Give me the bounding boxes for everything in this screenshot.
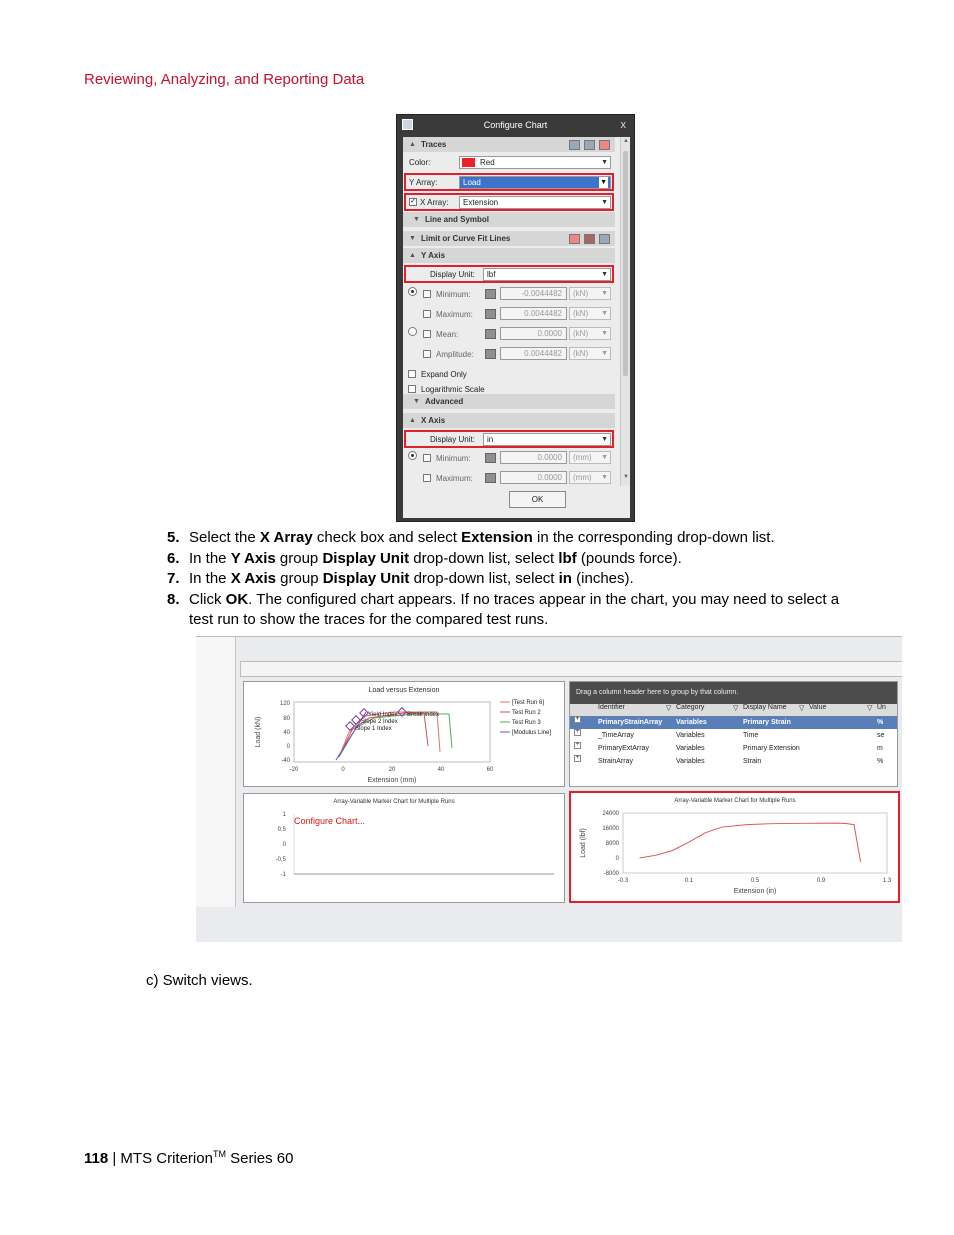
footer-product: | MTS Criterion [108, 1150, 213, 1167]
calculator-icon[interactable] [485, 289, 496, 299]
table-row[interactable] [570, 716, 897, 729]
step-text: in the corresponding drop-down list. [532, 529, 775, 546]
edit-trace-icon[interactable] [584, 140, 595, 150]
color-select[interactable] [459, 156, 611, 169]
y-axis-section-header[interactable] [403, 248, 615, 263]
chevron-down-icon: ▼ [601, 159, 608, 166]
marker-chart-right-panel [569, 791, 900, 903]
step-number: 6. [167, 549, 180, 567]
annotation-slope2: Slope 2 Index [361, 719, 398, 725]
x-display-unit-value: in [487, 435, 494, 444]
chart3-title: Array-Variable Marker Chart for Multiple Runs [674, 798, 796, 804]
table-row[interactable] [570, 729, 897, 742]
limit-curve-section[interactable] [403, 231, 615, 246]
chart3-ytick: 0 [615, 856, 619, 862]
y-display-unit-value: lbf [487, 270, 496, 279]
caption-switch-views: c) Switch views. [146, 972, 253, 989]
chart1-xtick: 40 [437, 767, 445, 773]
table-cell: % [877, 719, 884, 726]
marker-chart-left [244, 794, 566, 904]
scroll-down-icon[interactable]: ▼ [623, 474, 629, 480]
chart3-ytick: 24000 [602, 811, 619, 817]
y-amplitude-label: Amplitude: [436, 350, 474, 359]
table-cell: Strain [743, 758, 762, 765]
expand-icon[interactable]: + [575, 742, 580, 748]
legend-test-run-3: Test Run 3 [512, 720, 541, 726]
chart3-xtick: 0.9 [816, 878, 826, 884]
column-category[interactable]: Category [676, 704, 705, 711]
table-cell: Variables [676, 719, 707, 726]
configure-chart-link[interactable]: Configure Chart... [294, 816, 366, 826]
expand-icon[interactable]: + [575, 729, 580, 735]
table-cell: PrimaryStrainArray [598, 719, 663, 726]
chart1-ytick: 80 [283, 716, 290, 722]
step-text: In the [189, 549, 231, 567]
step-text: group [276, 570, 323, 587]
chart3-xtick: -0.3 [617, 878, 629, 884]
chevron-down-icon: ▼ [601, 199, 608, 206]
close-icon[interactable]: x [620, 119, 626, 131]
color-swatch [462, 158, 475, 167]
configure-chart-dialog [396, 114, 635, 522]
step-6 [167, 549, 867, 570]
table-cell: Time [743, 732, 759, 739]
table-cell: _TimeArray [598, 732, 634, 739]
step-text: (pounds force). [576, 549, 682, 567]
table-cell: Primary Extension [743, 745, 800, 752]
y-maximum-input[interactable]: 0.0044482 [500, 307, 567, 320]
step-emphasis: in [558, 570, 572, 587]
chart3-ytick: -8000 [603, 871, 619, 877]
chart3-ytick: 8000 [605, 841, 619, 847]
step-text: group [275, 549, 323, 567]
chevron-down-icon: ▼ [601, 271, 608, 278]
chart2-ytick: 1 [282, 812, 286, 818]
y-minimum-unit[interactable] [569, 287, 611, 300]
x-axis-section-header[interactable] [403, 413, 615, 428]
chart3-xtick: 0.5 [750, 878, 760, 884]
x-array-label: X Array: [420, 198, 449, 207]
table-cell: Variables [676, 745, 705, 752]
y-mean-input[interactable]: 0.0000 [500, 327, 567, 340]
chart1-xtick: 60 [486, 767, 494, 773]
chevron-up-icon: ▲ [409, 252, 416, 259]
calculator-icon[interactable] [485, 329, 496, 339]
unit-text: (kN) [573, 289, 589, 298]
column-units[interactable]: Un [877, 704, 886, 711]
step-emphasis: OK [225, 590, 249, 608]
y-display-unit-label: Display Unit: [430, 270, 475, 279]
y-display-unit-select[interactable] [483, 268, 611, 281]
table-cell: m [877, 745, 883, 752]
chart2-title: Array-Variable Marker Chart for Multiple Runs [333, 799, 455, 805]
line-symbol-label: Line and Symbol [425, 215, 490, 224]
step-text: drop-down list, select [409, 570, 559, 587]
marker-chart-left-panel [243, 793, 565, 903]
step-emphasis: Extension [461, 529, 533, 546]
x-array-checkbox[interactable]: ✓ [410, 198, 416, 205]
step-text: In the [189, 570, 231, 587]
unit-text: (mm) [573, 473, 592, 482]
step-emphasis: Y Axis [230, 549, 276, 567]
footer-series: Series 60 [225, 1150, 294, 1167]
grid-column-headers [570, 704, 897, 716]
step-number: 5. [167, 529, 180, 546]
legend-modulus-line: [Modulus Line] [512, 730, 552, 736]
step-text: check box and select [312, 529, 462, 546]
scroll-up-icon[interactable]: ▲ [623, 138, 629, 144]
chevron-down-icon: ▼ [601, 310, 608, 317]
traces-label: Traces [421, 140, 447, 149]
chevron-down-icon: ▼ [601, 436, 608, 443]
expand-only-checkbox[interactable] [408, 370, 416, 378]
step-emphasis: Display Unit [322, 549, 410, 567]
table-cell: PrimaryExtArray [598, 745, 649, 752]
y-maximum-unit[interactable] [569, 307, 611, 320]
y-amplitude-checkbox[interactable] [423, 350, 431, 358]
color-value: Red [480, 158, 495, 167]
y-mean-label: Mean: [436, 330, 459, 339]
instruction-steps [167, 528, 867, 631]
column-identifier[interactable]: Identifier [598, 704, 625, 711]
color-label: Color: [409, 158, 431, 167]
chart1-xtick: 0 [341, 767, 345, 773]
x-minmax-radio[interactable] [408, 451, 417, 460]
edit-limit-icon[interactable] [584, 234, 595, 244]
page-number: 118 [84, 1150, 109, 1167]
chart1-title: Load versus Extension [368, 687, 440, 694]
y-axis-label: Y Axis [421, 251, 446, 260]
step-number: 8. [167, 590, 180, 608]
chevron-down-icon: ▼ [413, 398, 420, 405]
x-maximum-input[interactable]: 0.0000 [500, 471, 567, 484]
chart3-xlabel: Extension (in) [733, 888, 777, 895]
annotation-yield: Yield Index [368, 712, 398, 718]
y-minimum-label: Minimum: [436, 290, 471, 299]
left-panel [196, 637, 236, 907]
unit-text: (kN) [573, 349, 589, 358]
chart2-ytick: 0 [282, 842, 286, 848]
log-scale-label: Logarithmic Scale [421, 385, 485, 394]
add-trace-icon[interactable] [569, 140, 580, 150]
y-mean-unit[interactable] [569, 327, 611, 340]
x-array-select[interactable] [459, 196, 611, 209]
ok-button[interactable]: OK [509, 491, 566, 508]
top-scrollbar[interactable] [240, 661, 902, 677]
unit-text: (kN) [573, 309, 589, 318]
chevron-down-icon: ▼ [600, 179, 607, 186]
chevron-down-icon: ▼ [601, 454, 608, 461]
step-emphasis: Display Unit [322, 570, 410, 587]
filter-icon[interactable]: ▽ [733, 705, 739, 712]
chart1-xlabel: Extension (mm) [367, 777, 417, 784]
calculator-icon[interactable] [485, 309, 496, 319]
add-limit-icon[interactable] [569, 234, 580, 244]
configured-load-extension-chart [571, 793, 898, 901]
legend-test-run-2: Test Run 2 [512, 710, 541, 716]
chart1-ytick: 0 [286, 744, 290, 750]
dialog-title: Configure Chart [483, 120, 548, 130]
y-minmax-radio[interactable] [408, 287, 417, 296]
calculator-icon[interactable] [485, 453, 496, 463]
unit-text: (kN) [573, 329, 589, 338]
chevron-down-icon: ▼ [601, 290, 608, 297]
step-text: drop-down list, select [409, 549, 559, 567]
x-maximum-label: Maximum: [436, 474, 473, 483]
y-meanamp-radio[interactable] [408, 327, 417, 336]
x-minimum-label: Minimum: [436, 454, 471, 463]
x-minimum-unit[interactable] [569, 451, 611, 464]
chevron-down-icon: ▼ [601, 330, 608, 337]
chart1-xtick: -20 [289, 767, 299, 773]
chevron-down-icon: ▼ [601, 474, 608, 481]
x-maximum-unit[interactable] [569, 471, 611, 484]
y-mean-checkbox[interactable] [423, 330, 431, 338]
x-array-value: Extension [463, 198, 499, 207]
chart3-ylabel: Load (lbf) [580, 828, 587, 858]
log-scale-checkbox[interactable] [408, 385, 416, 393]
step-number: 7. [167, 570, 180, 587]
y-minimum-input[interactable]: -0.0044482 [500, 287, 567, 300]
y-minimum-checkbox[interactable] [423, 290, 431, 298]
table-cell: Variables [676, 732, 705, 739]
advanced-label: Advanced [425, 397, 464, 406]
chart3-xtick: 0.1 [684, 878, 694, 884]
step-text: Click [189, 590, 226, 608]
table-cell: Primary Strain [743, 719, 791, 726]
scroll-thumb[interactable] [623, 151, 628, 376]
delete-limit-icon[interactable] [599, 234, 610, 244]
chevron-down-icon: ▼ [413, 216, 420, 223]
annotation-break: Break Index [407, 712, 440, 718]
step-text: . The configured chart appears. If no traces appear in the chart, you may need to select a test run to show the traces for the compared test runs. [189, 590, 840, 628]
page-footer [84, 1149, 294, 1167]
dialog-titlebar [397, 115, 634, 135]
chart2-ytick: -1 [280, 872, 286, 878]
calculator-icon[interactable] [485, 349, 496, 359]
trademark: TM [212, 1149, 226, 1159]
x-minimum-checkbox[interactable] [423, 454, 431, 462]
step-7 [167, 569, 867, 590]
table-cell: StrainArray [598, 758, 634, 765]
y-amplitude-unit[interactable] [569, 347, 611, 360]
y-maximum-checkbox[interactable] [423, 310, 431, 318]
step-emphasis: lbf [558, 549, 577, 567]
step-text: (inches). [571, 570, 634, 587]
delete-trace-icon[interactable] [599, 140, 610, 150]
x-axis-label: X Axis [421, 416, 446, 425]
table-cell: Variables [676, 758, 705, 765]
step-8 [167, 590, 867, 631]
chart1-ytick: 40 [283, 730, 290, 736]
expand-icon[interactable]: + [575, 716, 580, 722]
chart1-xtick: 20 [388, 767, 396, 773]
table-row[interactable] [570, 742, 897, 755]
legend-test-run-6: [Test Run 6] [512, 700, 545, 706]
unit-text: (mm) [573, 453, 592, 462]
chart2-ytick: 0.5 [277, 827, 286, 833]
table-cell: % [877, 758, 884, 765]
breadcrumb-header: Reviewing, Analyzing, and Reporting Data [84, 71, 365, 88]
chevron-down-icon: ▼ [601, 350, 608, 357]
y-amplitude-input[interactable]: 0.0044482 [500, 347, 567, 360]
x-maximum-checkbox[interactable] [423, 474, 431, 482]
table-row[interactable] [570, 755, 897, 768]
step-emphasis: X Axis [230, 570, 277, 587]
annotation-slope1: Slope 1 Index [355, 726, 392, 732]
chart3-xtick: 1.3 [882, 878, 892, 884]
load-vs-extension-chart [244, 682, 566, 788]
column-display-name[interactable]: Display Name [743, 704, 787, 711]
filter-icon[interactable]: ▽ [867, 705, 873, 712]
chevron-up-icon: ▲ [409, 417, 416, 424]
app-icon [402, 119, 413, 130]
step-5 [167, 528, 867, 549]
chart3-ytick: 16000 [602, 826, 619, 832]
step-emphasis: X Array [259, 529, 313, 546]
step-text: Select the [189, 529, 260, 546]
limit-curve-label: Limit or Curve Fit Lines [421, 234, 511, 243]
chart2-ytick: -0.5 [275, 857, 286, 863]
x-minimum-input[interactable]: 0.0000 [500, 451, 567, 464]
x-display-unit-label: Display Unit: [430, 435, 475, 444]
variables-grid [569, 681, 898, 787]
calculator-icon[interactable] [485, 473, 496, 483]
expand-only-label: Expand Only [421, 370, 467, 379]
dialog-body [403, 137, 630, 518]
table-cell: se [877, 732, 885, 739]
chart1-ytick: -40 [281, 758, 290, 764]
chart1-ylabel: Load (kN) [255, 716, 262, 748]
advanced-section[interactable] [403, 394, 615, 409]
load-vs-extension-panel [243, 681, 565, 787]
chart1-ytick: 120 [279, 701, 290, 707]
filter-icon[interactable]: ▽ [666, 705, 672, 712]
y-array-select[interactable] [459, 176, 611, 189]
y-array-value: Load [463, 178, 481, 187]
line-symbol-section[interactable] [403, 212, 615, 227]
y-array-label: Y Array: [409, 178, 438, 187]
x-display-unit-select[interactable] [483, 433, 611, 446]
dialog-scrollbar[interactable] [620, 137, 630, 486]
y-maximum-label: Maximum: [436, 310, 473, 319]
chevron-down-icon: ▼ [409, 235, 416, 242]
group-hint: Drag a column header here to group by that column. [570, 682, 897, 704]
expand-icon[interactable]: + [575, 755, 580, 761]
traces-section-header[interactable] [403, 137, 615, 152]
column-value[interactable]: Value [809, 704, 827, 711]
chevron-up-icon: ▲ [409, 141, 416, 148]
chart-view-screenshot [196, 636, 902, 942]
filter-icon[interactable]: ▽ [799, 705, 805, 712]
